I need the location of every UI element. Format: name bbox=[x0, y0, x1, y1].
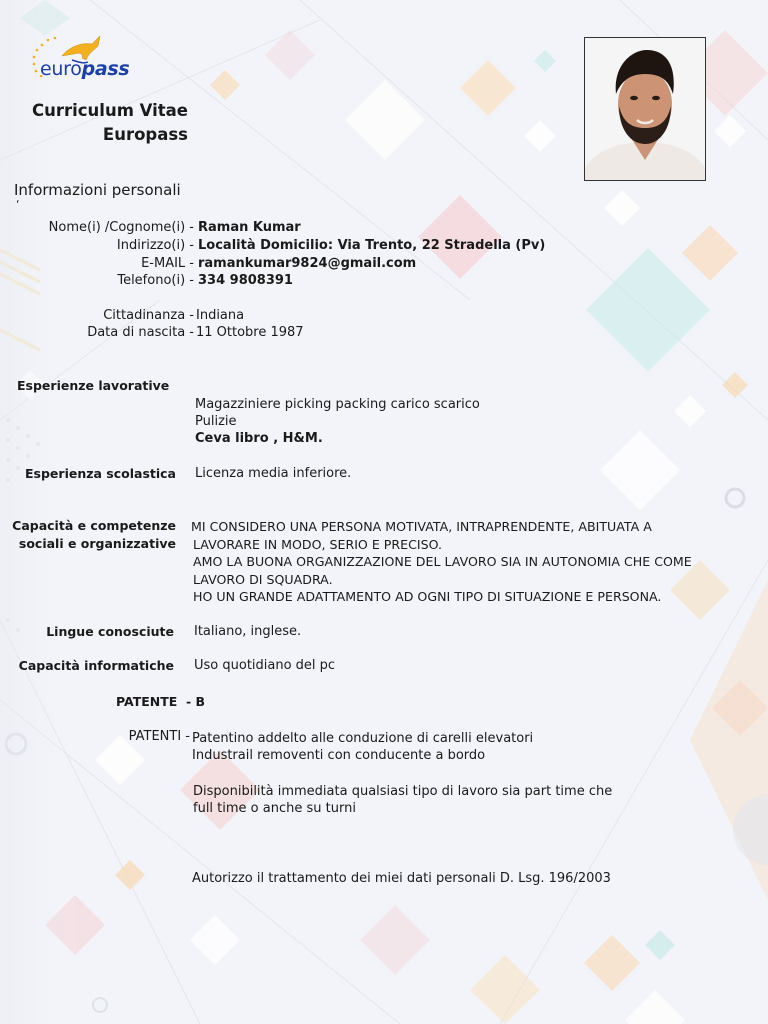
languages-heading: Lingue conosciute bbox=[46, 624, 174, 639]
privacy-consent: Autorizzo il trattamento dei miei dati personali D. Lsg. 196/2003 bbox=[192, 871, 611, 886]
address-label: Indirizzo(i) - bbox=[116, 238, 194, 253]
work-experience-list bbox=[195, 396, 480, 447]
availability-text bbox=[193, 783, 612, 817]
computer-skills-heading: Capacità informatiche bbox=[18, 658, 174, 673]
social-skills-heading bbox=[12, 517, 176, 553]
logo-text-euro: euro bbox=[40, 58, 82, 80]
phone-label: Telefono(i) - bbox=[117, 273, 194, 288]
work-line-2: Pulizie bbox=[195, 414, 237, 429]
social-line-5: HO UN GRANDE ADATTAMENTO AD OGNI TIPO DI SITUAZIONE E PERSONA. bbox=[193, 589, 662, 604]
social-heading-line-2: sociali e organizzative bbox=[18, 536, 176, 551]
work-experience-heading: Esperienze lavorative bbox=[17, 378, 170, 393]
europass-wordmark bbox=[40, 58, 129, 80]
title-line-2: Europass bbox=[102, 125, 188, 144]
email-label: E-MAIL - bbox=[141, 256, 194, 271]
email-value[interactable]: ramankumar9824@gmail.com bbox=[198, 256, 417, 271]
social-line-3: AMO LA BUONA ORGANIZZAZIONE DEL LAVORO SIA IN AUTONOMIA CHE COME bbox=[193, 554, 692, 569]
availability-line-2: full time o anche su turni bbox=[193, 801, 356, 816]
phone-value[interactable]: 334 9808391 bbox=[198, 273, 293, 288]
tick-mark: ‘ bbox=[16, 198, 20, 211]
languages-value: Italiano, inglese. bbox=[194, 624, 302, 639]
availability-line-1: Disponibilità immediata qualsiasi tipo di lavoro sia part time che bbox=[193, 784, 613, 799]
profile-photo bbox=[584, 37, 706, 181]
social-skills-text bbox=[191, 518, 692, 606]
education-value: Licenza media inferiore. bbox=[195, 466, 352, 481]
social-line-2: LAVORARE IN MODO, SERIO E PRECISO. bbox=[193, 536, 443, 552]
person-photo-icon bbox=[585, 38, 705, 180]
social-line-4: LAVORO DI SQUADRA. bbox=[193, 571, 333, 587]
document-title bbox=[20, 99, 188, 147]
logo-text-pass: pass bbox=[81, 58, 130, 80]
name-label: Nome(i) /Cognome(i) - bbox=[48, 220, 194, 235]
licenses-text bbox=[192, 730, 533, 764]
licenses-line-2: Industrail removenti con conducente a bordo bbox=[192, 748, 486, 763]
citizenship-label: Cittadinanza - bbox=[103, 308, 194, 323]
address-value: Località Domicilio: Via Trento, 22 Stradella (Pv) bbox=[198, 238, 546, 253]
work-line-3: Ceva libro , H&M. bbox=[195, 431, 323, 446]
work-line-1: Magazziniere picking packing carico scarico bbox=[195, 397, 480, 412]
birth-date-label: Data di nascita - bbox=[87, 325, 194, 340]
personal-info-heading: Informazioni personali bbox=[14, 181, 181, 199]
social-line-1: MI CONSIDERO UNA PERSONA MOTIVATA, INTRAPRENDENTE, ABITUATA A bbox=[191, 519, 652, 534]
education-heading: Esperienza scolastica bbox=[25, 466, 176, 481]
computer-skills-value: Uso quotidiano del pc bbox=[194, 658, 336, 673]
birth-date-value: 11 Ottobre 1987 bbox=[196, 325, 304, 340]
citizenship-value: Indiana bbox=[196, 308, 245, 323]
licenses-label: PATENTI - bbox=[128, 729, 190, 744]
title-line-1: Curriculum Vitae bbox=[31, 101, 188, 120]
name-value: Raman Kumar bbox=[198, 220, 301, 235]
licenses-line-1: Patentino addelto alle conduzione di carelli elevatori bbox=[192, 731, 534, 746]
driving-license-heading: PATENTE - B bbox=[116, 694, 206, 709]
social-heading-line-1: Capacità e competenze bbox=[12, 518, 176, 533]
